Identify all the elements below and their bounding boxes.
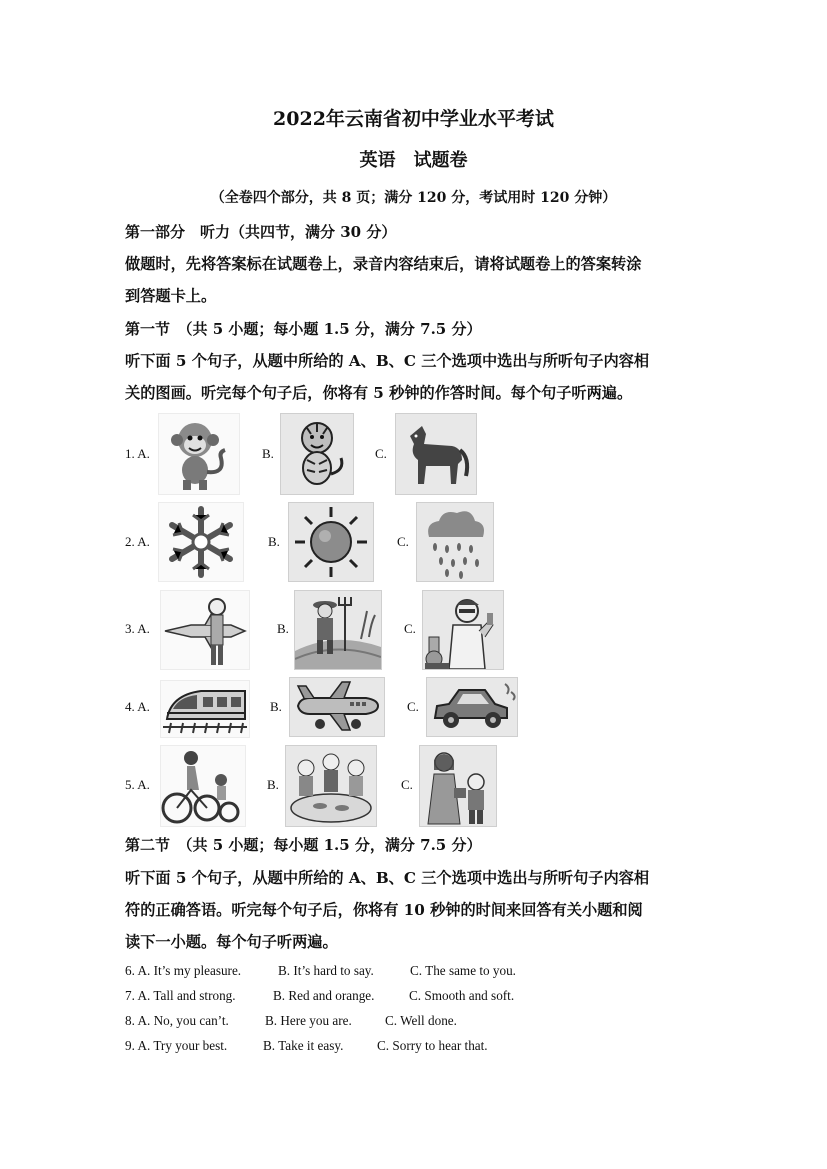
scientist-icon (423, 591, 503, 669)
q2-label-b: B. (268, 534, 280, 549)
part1-heading: 第一部分 听力（共四节，满分 30 分） (125, 223, 397, 241)
q5-label-b: B. (267, 777, 279, 792)
tiger-picture[interactable] (280, 413, 354, 495)
q4-label-a: 4. A. (125, 699, 150, 714)
monkey-icon (159, 414, 239, 494)
q6-option-c[interactable]: C. The same to you. (410, 963, 516, 978)
snowflake-picture[interactable] (158, 502, 244, 582)
farmer-icon (295, 591, 381, 669)
q6-option-a[interactable]: 6. A. It’s my pleasure. (125, 963, 242, 978)
tiger-icon (281, 414, 353, 494)
q5-label-c: C. (401, 777, 413, 792)
rain-cloud-picture[interactable] (416, 502, 494, 582)
q8-option-a[interactable]: 8. A. No, you can’t. (125, 1013, 229, 1028)
q6-option-b[interactable]: B. It’s hard to say. (278, 963, 374, 978)
pilot-picture[interactable] (160, 590, 250, 670)
q1-label-a: 1. A. (125, 446, 150, 461)
section2-heading: 第二节 （共 5 小题；每小题 1.5 分，满分 7.5 分） (125, 836, 482, 854)
cycling-family-picture[interactable] (160, 745, 246, 827)
q3-label-b: B. (277, 621, 289, 636)
q9-option-a[interactable]: 9. A. Try your best. (125, 1038, 228, 1053)
plane-icon (290, 678, 384, 736)
q3-label-a: 3. A. (125, 621, 150, 636)
q9-option-c[interactable]: C. Sorry to hear that. (377, 1038, 488, 1053)
q7-option-b[interactable]: B. Red and orange. (273, 988, 375, 1003)
q7-option-c[interactable]: C. Smooth and soft. (409, 988, 515, 1003)
sun-picture[interactable] (288, 502, 374, 582)
q2-label-c: C. (397, 534, 409, 549)
car-icon (427, 678, 517, 736)
q3-label-c: C. (404, 621, 416, 636)
section2-instruction-line3: 读下一小题。每个句子听两遍。 (125, 933, 338, 951)
q7-option-a[interactable]: 7. A. Tall and strong. (125, 988, 236, 1003)
cycling-family-icon (161, 746, 245, 826)
section2-instruction-line2: 符的正确答语。听完每个句子后，你将有 10 秒钟的时间来回答有关小题和阅 (125, 901, 643, 919)
q9-option-b[interactable]: B. Take it easy. (263, 1038, 344, 1053)
pilot-icon (161, 591, 249, 669)
q5-label-a: 5. A. (125, 777, 150, 792)
part1-instruction-line2: 到答题卡上。 (125, 287, 217, 305)
section1-instruction-line1: 听下面 5 个句子，从题中所给的 A、B、C 三个选项中选出与所听句子内容相 (125, 352, 650, 370)
snowflake-icon (159, 503, 243, 581)
scientist-picture[interactable] (422, 590, 504, 670)
q4-label-c: C. (407, 699, 419, 714)
plane-picture[interactable] (289, 677, 385, 737)
q8-option-c[interactable]: C. Well done. (385, 1013, 457, 1028)
section2-instruction-line1: 听下面 5 个句子，从题中所给的 A、B、C 三个选项中选出与所听句子内容相 (125, 869, 650, 887)
q8-option-b[interactable]: B. Here you are. (265, 1013, 352, 1028)
monkey-picture[interactable] (158, 413, 240, 495)
section1-instruction-line2: 关的图画。听完每个句子后，你将有 5 秒钟的作答时间。每个句子听两遍。 (125, 384, 633, 402)
exam-info: （全卷四个部分，共 8 页；满分 120 分，考试用时 120 分钟） (210, 190, 617, 206)
q1-label-b: B. (262, 446, 274, 461)
q2-label-a: 2. A. (125, 534, 150, 549)
sun-icon (289, 503, 373, 581)
family-dinner-picture[interactable] (285, 745, 377, 827)
part1-instruction-line1: 做题时，先将答案标在试题卷上，录音内容结束后，请将试题卷上的答案转涂 (125, 255, 642, 273)
family-dinner-icon (286, 746, 376, 826)
train-picture[interactable] (160, 680, 250, 738)
farmer-picture[interactable] (294, 590, 382, 670)
exam-subtitle: 英语 试题卷 (359, 150, 468, 171)
horse-icon (396, 414, 476, 494)
exam-title: 2022年云南省初中学业水平考试 (273, 108, 554, 130)
q4-label-b: B. (270, 699, 282, 714)
car-picture[interactable] (426, 677, 518, 737)
train-icon (161, 681, 249, 737)
mother-child-picture[interactable] (419, 745, 497, 827)
rain-cloud-icon (417, 503, 493, 581)
q1-label-c: C. (375, 446, 387, 461)
horse-picture[interactable] (395, 413, 477, 495)
section1-heading: 第一节 （共 5 小题；每小题 1.5 分，满分 7.5 分） (125, 320, 482, 338)
mother-child-icon (420, 746, 496, 826)
